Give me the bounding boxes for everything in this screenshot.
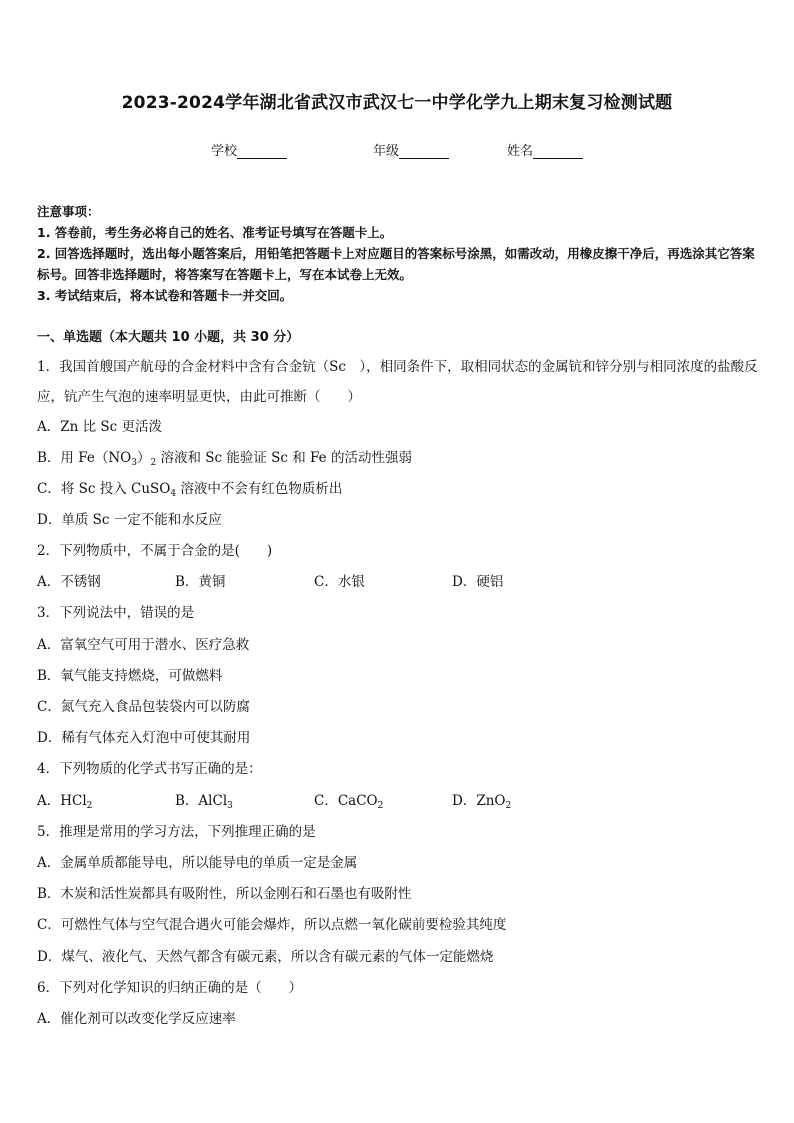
- formula-text: B．AlCl: [175, 793, 228, 809]
- subscript: 4: [170, 489, 177, 499]
- grade-label: 年级: [373, 144, 400, 159]
- notes-header: 注意事项：: [37, 204, 100, 219]
- question-1-option-d: D．单质 Sc 一定不能和水反应: [37, 512, 222, 528]
- question-4-option-a: [37, 789, 92, 811]
- formula-text: D．ZnO: [452, 793, 506, 809]
- question-1-option-c: [37, 477, 759, 497]
- question-5-option-d: D．煤气、液化气、天然气都含有碳元素，所以含有碳元素的气体一定能燃烧: [37, 949, 494, 965]
- question-5-option-b: B．木炭和活性炭都具有吸附性，所以金刚石和石墨也有吸附性: [37, 886, 412, 902]
- question-2-option-b: B．黄铜: [175, 574, 226, 590]
- formula-text: A．HCl: [37, 793, 87, 809]
- question-3-stem: 3．下列说法中，错误的是: [37, 605, 195, 621]
- option-text: 溶液中不会有红色物质析出: [176, 481, 343, 497]
- question-3-option-d: D．稀有气体充入灯泡中可使其耐用: [37, 730, 251, 746]
- subscript: 3: [227, 801, 233, 811]
- question-2-option-d: D．硬铝: [452, 574, 504, 590]
- option-text: 溶液和 Sc 能验证 Sc 和 Fe 的活动性强弱: [156, 450, 412, 466]
- note-item: 3. 考试结束后，将本试卷和答题卡一并交回。: [37, 288, 293, 303]
- grade-field: [373, 140, 449, 159]
- question-2-options: [37, 570, 759, 590]
- school-label: 学校: [211, 144, 238, 159]
- question-3-option-a: A．富氧空气可用于潜水、医疗急救: [37, 637, 250, 653]
- question-5-option-a: A．金属单质都能导电，所以能导电的单质一定是金属: [37, 855, 358, 871]
- question-6-stem: 6．下列对化学知识的归纳正确的是（ ）: [37, 980, 303, 996]
- question-5-option-c: C．可燃性气体与空气混合遇火可能会爆炸，所以点燃一氧化碳前要检验其纯度: [37, 917, 507, 933]
- page-title: 2023-2024学年湖北省武汉市武汉七一中学化学九上期末复习检测试题: [121, 93, 673, 113]
- option-text: ）: [136, 450, 151, 466]
- question-5-stem: 5．推理是常用的学习方法，下列推理正确的是: [37, 824, 316, 840]
- subscript: 3: [131, 458, 137, 468]
- name-blank: [533, 144, 583, 159]
- question-1-stem: 1．我国首艘国产航母的合金材料中含有合金钪（Sc ），相同条件下，取相同状态的金属钪和锌分别与相同浓度的盐酸反应，钪产生气泡的速率明显更快，由此可推断（ ）: [37, 359, 758, 405]
- question-6-option-a: A．催化剂可以改变化学反应速率: [37, 1011, 236, 1027]
- option-text: C．将 Sc 投入 CuSO: [37, 481, 171, 497]
- school-field: [211, 140, 287, 159]
- subscript: 2: [86, 801, 93, 811]
- question-4-option-d: [452, 789, 511, 811]
- option-text: B．用 Fe（NO: [37, 450, 132, 466]
- question-3-option-b: B．氧气能支持燃烧，可做燃料: [37, 668, 223, 684]
- question-1-option-b: [37, 446, 759, 466]
- question-4-options: [37, 789, 759, 809]
- subscript: 2: [505, 801, 512, 811]
- question-3-option-c: C．氮气充入食品包装袋内可以防腐: [37, 699, 250, 715]
- notes-block: [37, 201, 759, 306]
- name-field: [507, 140, 583, 159]
- formula-text: C．CaCO: [314, 793, 378, 809]
- question-1-option-a: A．Zn 比 Sc 更活泼: [37, 419, 163, 435]
- question-4-option-c: [314, 789, 383, 811]
- note-item: 1. 答卷前，考生务必将自己的姓名、准考证号填写在答题卡上。: [37, 225, 393, 240]
- subscript: 2: [377, 801, 384, 811]
- school-blank: [237, 144, 287, 159]
- question-4-option-b: [175, 789, 233, 811]
- question-4-stem: 4．下列物质的化学式书写正确的是：: [37, 761, 262, 777]
- question-2-option-c: C．水银: [314, 574, 365, 590]
- name-label: 姓名: [507, 144, 534, 159]
- section-heading: 一、单选题（本大题共 10 小题，共 30 分）: [37, 330, 300, 345]
- note-item: 2. 回答选择题时，选出每小题答案后，用铅笔把答题卡上对应题目的答案标号涂黑，如需改动，用橡皮擦干净后，再选涂其它答案标号。回答非选择题时，将答案写在答题卡上，写在本试卷上无效。: [37, 246, 755, 282]
- subscript: 2: [150, 458, 157, 468]
- question-2-stem: 2．下列物质中，不属于合金的是( ): [37, 543, 273, 559]
- grade-blank: [399, 144, 449, 159]
- question-2-option-a: A．不锈钢: [37, 574, 101, 590]
